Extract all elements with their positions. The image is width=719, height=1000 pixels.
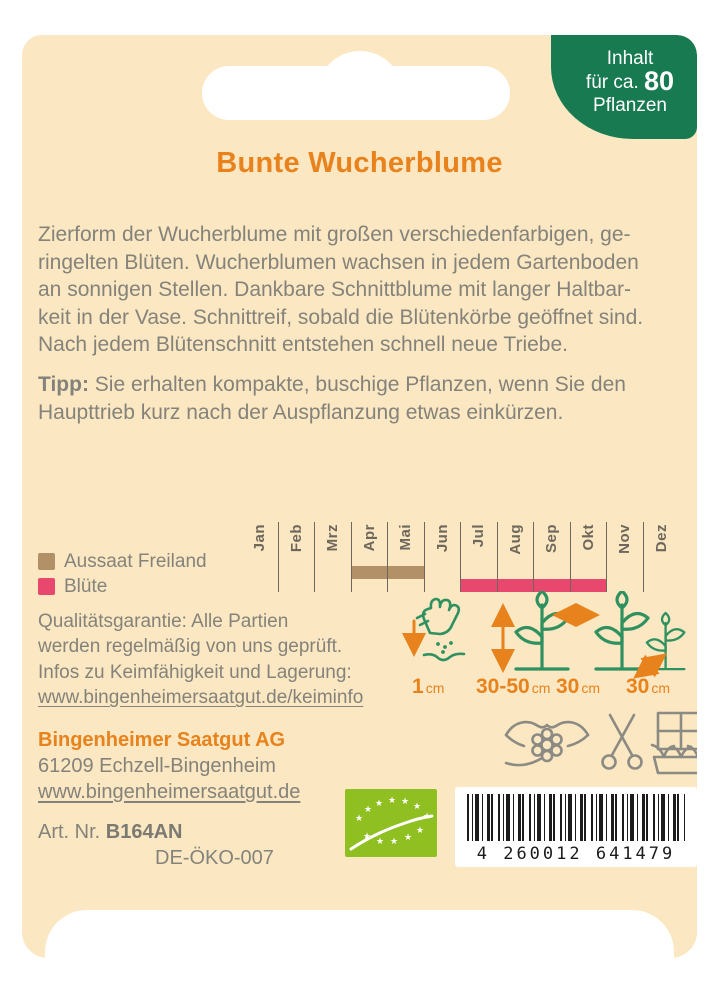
company-city: 61209 Echzell-Bingenheim bbox=[38, 755, 276, 777]
month-column bbox=[533, 522, 570, 592]
svg-text:★: ★ bbox=[362, 832, 372, 842]
description-line: Nach jedem Blütenschnitt entstehen schnell neue Triebe. bbox=[38, 333, 568, 357]
description-line: an sonnigen Stellen. Dankbare Schnittblume mit langer Haltbar- bbox=[38, 278, 631, 302]
svg-text:★: ★ bbox=[354, 814, 364, 824]
company-website-link: www.bingenheimersaatgut.de bbox=[38, 781, 301, 803]
svg-text:★: ★ bbox=[387, 796, 397, 806]
bottom-white-flap bbox=[45, 910, 674, 958]
quality-line: werden regelmäßig von uns geprüft. bbox=[38, 636, 343, 658]
svg-text:★: ★ bbox=[403, 833, 413, 843]
month-label: Aug bbox=[506, 524, 524, 555]
tip-line1 bbox=[38, 371, 690, 399]
svg-text:★: ★ bbox=[415, 826, 425, 836]
badge-line2-prefix: für ca. bbox=[585, 72, 639, 93]
month-column bbox=[424, 522, 461, 592]
seed-packet-back bbox=[22, 35, 697, 958]
plant-spacing-icon bbox=[558, 591, 648, 669]
euro-hang-slot bbox=[202, 66, 510, 120]
month-label: Jun bbox=[433, 524, 451, 553]
company-block bbox=[38, 727, 300, 805]
svg-text:★: ★ bbox=[375, 837, 385, 847]
eu-organic-leaf-logo bbox=[345, 789, 437, 857]
month-column bbox=[460, 522, 497, 592]
description-line: keit in der Vase. Schnittreif, sobald die Blütenkörbe geöffnet sind. bbox=[38, 305, 644, 329]
month-column bbox=[351, 522, 388, 592]
month-column bbox=[606, 522, 643, 592]
month-column bbox=[278, 522, 315, 592]
svg-text:★: ★ bbox=[422, 812, 432, 822]
legend-label-bloom: Blüte bbox=[64, 575, 108, 597]
month-column bbox=[570, 522, 607, 592]
svg-text:★: ★ bbox=[374, 799, 384, 809]
barcode-bars bbox=[467, 794, 685, 841]
planting-pictograms bbox=[400, 591, 697, 709]
legend-row-sowing bbox=[38, 549, 207, 574]
svg-text:★: ★ bbox=[363, 805, 373, 815]
flower-in-mouth-icon bbox=[506, 722, 588, 765]
month-label: Feb bbox=[287, 524, 305, 553]
company-name: Bingenheimer Saatgut AG bbox=[38, 729, 286, 751]
month-label: Apr bbox=[360, 524, 378, 552]
legend-row-bloom bbox=[38, 574, 207, 599]
month-column bbox=[314, 522, 351, 592]
sowing-color-swatch bbox=[38, 553, 55, 570]
month-label: Okt bbox=[579, 524, 597, 551]
tip-label: Tipp: bbox=[38, 373, 89, 396]
month-label: Jul bbox=[470, 524, 488, 548]
sowing-depth-value: 1 cm bbox=[412, 675, 445, 698]
month-label: Mai bbox=[397, 524, 415, 551]
usage-icons bbox=[502, 711, 697, 780]
bloom-color-swatch bbox=[38, 578, 55, 595]
plant-height-icon bbox=[503, 591, 568, 669]
month-label: Nov bbox=[616, 524, 634, 554]
month-label: Sep bbox=[543, 524, 561, 554]
quality-line: Infos zu Keimfähigkeit und Lagerung: bbox=[38, 661, 352, 683]
month-label: Mrz bbox=[324, 524, 342, 552]
row-spacing-value: 30 cm bbox=[626, 675, 671, 698]
variety-title: Bunte Wucherblume bbox=[216, 147, 503, 179]
svg-text:★: ★ bbox=[400, 797, 410, 807]
badge-line1: Inhalt bbox=[606, 48, 654, 69]
tip-text bbox=[38, 371, 690, 426]
month-column bbox=[497, 522, 534, 592]
badge-line3: Pflanzen bbox=[593, 95, 667, 116]
calendar-legend bbox=[38, 549, 207, 599]
badge-quantity: 80 bbox=[644, 66, 675, 96]
sowing-hand-icon bbox=[414, 599, 464, 660]
balcony-box-icon bbox=[652, 713, 697, 773]
barcode bbox=[455, 787, 697, 867]
tip-line2: Haupttrieb kurz nach der Auspflanzung etwas einkürzen. bbox=[38, 400, 564, 424]
month-column bbox=[643, 522, 680, 592]
description-text bbox=[38, 221, 690, 359]
month-column bbox=[387, 522, 424, 592]
article-number-line bbox=[38, 821, 183, 844]
badge-line2 bbox=[569, 66, 691, 96]
barcode-digits: 4 260012 641479 bbox=[476, 844, 676, 864]
svg-text:★: ★ bbox=[412, 802, 422, 812]
content-badge bbox=[551, 35, 697, 139]
eco-cert-code: DE-ÖKO-007 bbox=[155, 847, 274, 869]
scissors-icon bbox=[603, 715, 642, 769]
article-number-label: Art. Nr. bbox=[38, 821, 106, 843]
description-line: ringelten Blüten. Wucherblumen wachsen in jedem Gartenboden bbox=[38, 250, 639, 274]
month-label: Dez bbox=[652, 524, 670, 553]
article-number: B164AN bbox=[105, 821, 183, 843]
description-line: Zierform der Wucherblume mit großen verschiedenfarbigen, ge- bbox=[38, 223, 631, 246]
month-column bbox=[242, 522, 278, 592]
quality-line: Qualitätsgarantie: Alle Partien bbox=[38, 611, 289, 632]
quality-guarantee-text bbox=[38, 609, 408, 711]
sowing-calendar bbox=[242, 522, 679, 602]
plant-height-value: 30-50 cm bbox=[476, 675, 551, 698]
month-label: Jan bbox=[251, 524, 269, 552]
usage-icons-graphic bbox=[502, 711, 697, 775]
legend-label-sowing: Aussaat Freiland bbox=[64, 550, 207, 572]
svg-text:★: ★ bbox=[389, 837, 399, 847]
month-columns bbox=[242, 522, 679, 592]
plant-spacing-value: 30 cm bbox=[556, 675, 601, 698]
germination-info-link: www.bingenheimersaatgut.de/keiminfo bbox=[38, 687, 364, 709]
tip-line1-text: Sie erhalten kompakte, buschige Pflanzen, wenn Sie den bbox=[88, 373, 626, 396]
